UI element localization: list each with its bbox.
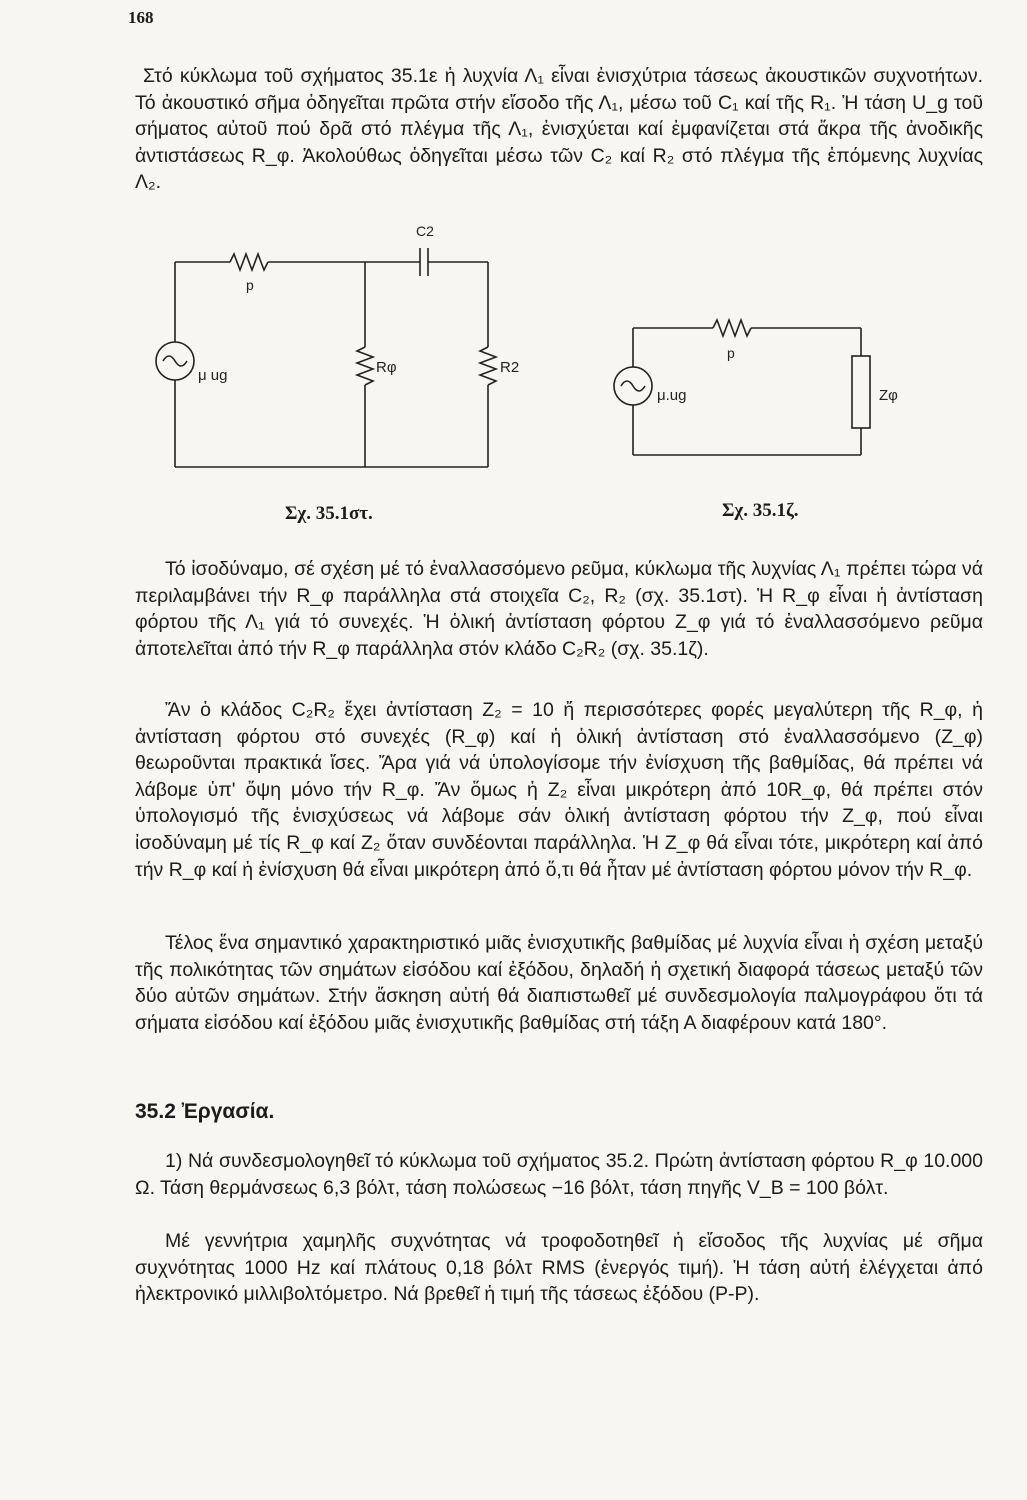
label-r2: R2 <box>500 359 520 376</box>
circuit-diagram-35-1st <box>150 222 520 484</box>
paragraph-polarity: Τέλος ἕνα σημαντικό χαρακτηριστικό μιᾶς ἐνισχυτικῆς βαθμίδας μέ λυχνία εἶναι ἡ σχέση μεταξύ τῆς πολικότητας τῶν σημάτων εἰσόδου καί ἐξόδου, δηλαδή ἡ σχετική διαφορά τάσεως μεταξύ τῶν δύο αὐτῶν σημάτων. Στήν ἄσκηση αὐτή θά διαπιστωθεῖ μέ συνδεσμολογία παλμογράφου ὅτι τά σήματα εἰσόδου καί ἐξόδου μιᾶς ἐνισχυτικῆς βαθμίδας στή τάξη Α διαφέρουν κατά 180°. <box>135 932 983 1034</box>
label-source-2: μ.ug <box>657 387 687 404</box>
label-r-phi: Rφ <box>376 359 397 376</box>
label-capacitor-c2: C2 <box>416 223 434 239</box>
paragraph-task-1-signal: Μέ γεννήτρια χαμηλῆς συχνότητας νά τροφοδοτηθεῖ ἡ εἴσοδος τῆς λυχνίας μέ σῆμα συχνότητας 1000 Hz καί πλάτους 0,18 βόλτ RMS (ἐνεργός τιμή). Ἡ τάση αὐτή ἐλέγχεται ἀπό ἠλεκτρονικό μιλλιβολτόμετρο. Νά βρεθεῖ ἡ τιμή τῆς τάσεως ἐξόδου (P-P). <box>135 1230 983 1306</box>
figure-caption-35-1z: Σχ. 35.1ζ. <box>722 500 799 521</box>
label-z-phi: Zφ <box>879 387 898 404</box>
label-resistor-p-2: p <box>727 345 735 361</box>
figure-caption-35-1st: Σχ. 35.1στ. <box>285 503 373 524</box>
paragraph-task-1: 1) Νά συνδεσμολογηθεῖ τό κύκλωμα τοῦ σχήματος 35.2. Πρώτη ἀντίσταση φόρτου R_φ 10.000 Ω. Τάση θερμάνσεως 6,3 βόλτ, τάση πολώσεως −16 βόλτ, τάση πηγῆς V_B = 100 βόλτ. <box>135 1150 983 1199</box>
page-number: 168 <box>128 8 154 27</box>
circuit-diagram-35-1z <box>605 310 905 485</box>
label-source: μ ug <box>198 367 228 384</box>
paragraph-intro: Στό κύκλωμα τοῦ σχήματος 35.1ε ἡ λυχνία Λ₁ εἶναι ἐνισχύτρια τάσεως ἀκουστικῶν συχνοτήτων. Τό ἀκουστικό σῆμα ὁδηγεῖται πρῶτα στήν εἴσοδο τῆς Λ₁, μέσω τοῦ C₁ καί τῆς R₁. Ἡ τάση U_g τοῦ σήματος αὐτοῦ πού δρᾶ στό πλέγμα τῆς Λ₁, ἐνισχύεται καί ἐμφανίζεται στά ἄκρα τῆς ἀνοδικῆς ἀντιστάσεως R_φ. Ἀκολούθως ὁδηγεῖται μέσω τῶν C₂ καί R₂ στό πλέγμα τῆς ἑπόμενης λυχνίας Λ₂. <box>135 65 983 194</box>
label-resistor-p: p <box>246 277 254 293</box>
section-heading: 35.2 Ἐργασία. <box>135 1100 275 1123</box>
paragraph-equivalent-circuit: Τό ἰσοδύναμο, σέ σχέση μέ τό ἐναλλασσόμενο ρεῦμα, κύκλωμα τῆς λυχνίας Λ₁ πρέπει τώρα νά περιλαμβάνει τήν R_φ παράλληλα στά στοιχεῖα C₂, R₂ (σχ. 35.1στ). Ἡ R_φ εἶναι ἡ ἀντίσταση φόρτου τῆς Λ₁ γιά τό συνεχές. Ἡ ὁλική ἀντίσταση φόρτου Z_φ γιά τό ἐναλλασσόμενο ρεῦμα ἀποτελεῖται ἀπό τήν R_φ παράλληλα στόν κλάδο C₂R₂ (σχ. 35.1ζ). <box>135 558 983 660</box>
paragraph-load-resistance: Ἄν ὁ κλάδος C₂R₂ ἔχει ἀντίσταση Z₂ = 10 ἤ περισσότερες φορές μεγαλύτερη τῆς R_φ, ἡ ἀντίσταση φόρτου στό συνεχές (R_φ) καί ἡ ὁλική ἀντίσταση στό ἐναλλασσόμενο (Z_φ) θεωροῦνται πρακτικά ἴσες. Ἄρα γιά νά ὑπολογίσομε τήν ἐνίσχυση τῆς βαθμίδας, θά πρέπει νά λάβομε ὑπ' ὄψη μόνο τήν R_φ. Ἄν ὅμως ἡ Z₂ εἶναι μικρότερη ἀπό 10R_φ, θά πρέπει στόν ὑπολογισμό τῆς ἐνισχύσεως νά λάβομε σάν ὁλική ἀντίσταση φόρτου τήν Z_φ, πού εἶναι ἰσοδύναμη μέ τίς R_φ καί Z₂ ὅταν συνδέονται παράλληλα. Ἡ Z_φ θά εἶναι τότε, μικρότερη καί ἀπό τήν R_φ καί ἡ ἐνίσχυση θά εἶναι μικρότερη ἀπό ὅ,τι θά ἦταν μέ ἀντίσταση φόρτου μόνον τήν R_φ. <box>135 699 983 881</box>
